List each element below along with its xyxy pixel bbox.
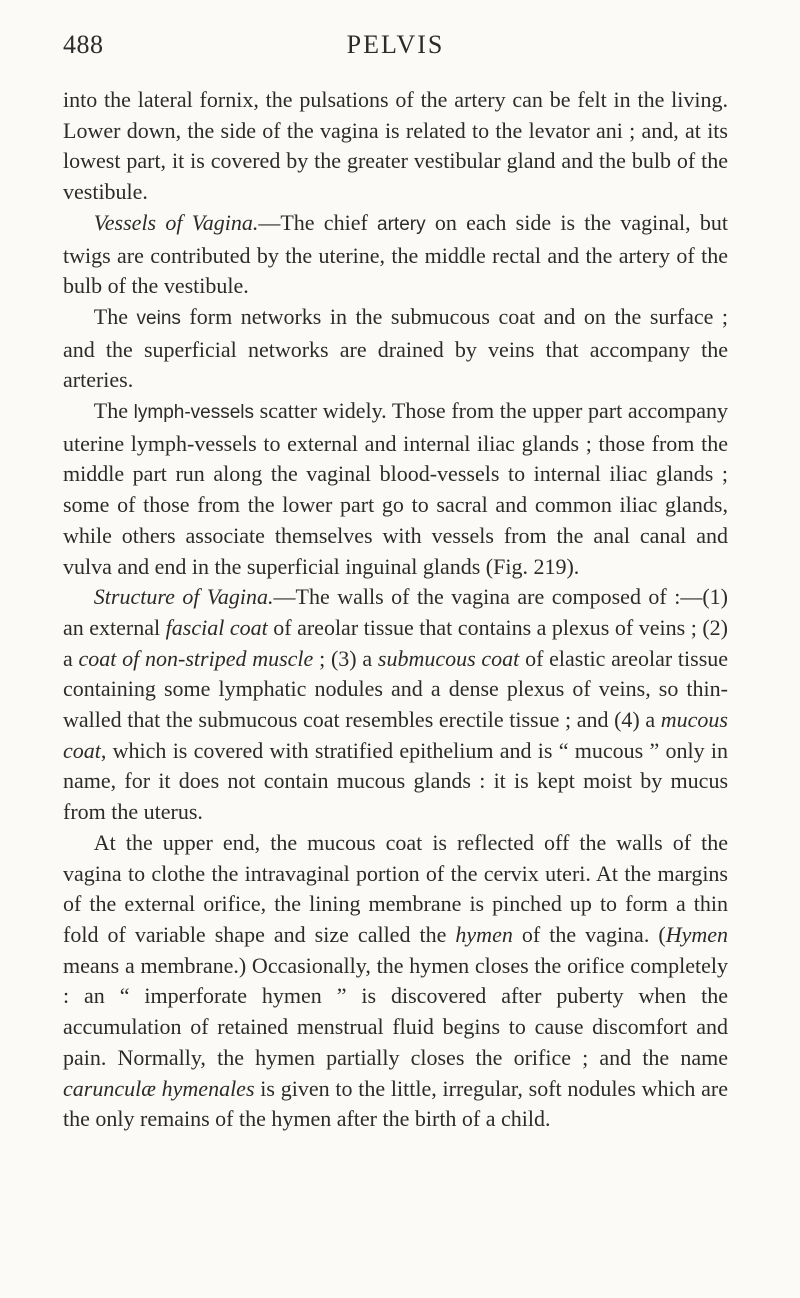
section-heading-vessels: Vessels of Vagina.: [93, 209, 259, 235]
paragraph-text: At the upper end, the mucous coat is reflected off the walls of the vagina to clothe the intravaginal portion of the cervix uteri. At the margins of the external orifice, the lining membrane is pinched up to form a thin fold of variable shape and size called the: [63, 829, 728, 947]
term-hymen-etymology: Hymen: [665, 921, 728, 947]
body-text: [63, 85, 728, 1135]
paragraph-text: of elastic areolar tissue containing some lymphatic nodules and a dense plexus of veins, so thin-walled that the submucous coat resembles erectile tissue ; and (4) a: [63, 645, 729, 733]
paragraph-text: form networks in the submucous coat and on the surface ; and the superficial networks are drained by veins that accompany the arteries.: [63, 303, 729, 393]
paragraph-text: of areolar tissue that contains a plexus of veins ; (2) a: [63, 614, 728, 671]
term-mucous-coat: mucous coat: [63, 707, 728, 763]
paragraph-text: into the lateral fornix, the pulsations of the artery can be felt in the living. Lower down, the side of the vagina is related to the levator ani ; and, at its lowest part, it is covered by the greater vestibular gland and the bulb of the vestibule.: [63, 87, 728, 205]
paragraph-text: scatter widely. Those from the upper part accompany uterine lymph-vessels to external and internal iliac glands ; those from the middle part run along the vaginal blood-vessels to internal iliac glands ; some of those from the lower part go to sacral and common iliac glands, while others associate themselves with vessels from the anal canal and vulva and end in the superficial inguinal glands (Fig. 219).: [63, 398, 729, 579]
paragraph-vessels-of-vagina: [63, 208, 728, 302]
paragraph-text: of the vagina. (: [512, 921, 666, 947]
running-title: PELVIS: [346, 30, 445, 59]
term-lymph-vessels: lymph-vessels: [133, 402, 255, 424]
running-head: [63, 30, 728, 70]
paragraph-text: ; (3) a: [313, 645, 378, 671]
paragraph-text: on each side is the vaginal, but twigs are contributed by the uterine, the middle rectal and the artery of the bulb of the vestibule.: [63, 209, 728, 299]
term-veins: veins: [136, 307, 181, 329]
paragraph-text: means a membrane.) Occasionally, the hymen closes the orifice completely : an “ imperforate hymen ” is discovered after puberty when the accumulation of retained menstrual fluid begins to cause discomfort and pain. Normally, the hymen partially closes the orifice ; and the name: [63, 952, 728, 1070]
term-artery: artery: [377, 213, 426, 235]
term-muscle-coat: coat of non-striped muscle: [78, 645, 314, 671]
term-fascial-coat: fascial coat: [165, 614, 268, 640]
term-hymen: hymen: [455, 921, 513, 947]
paragraph-structure-of-vagina: [63, 582, 728, 828]
paragraph-text: The: [93, 303, 137, 329]
term-submucous-coat: submucous coat: [377, 645, 520, 671]
paragraph-lateral-fornix: [63, 85, 728, 208]
paragraph-hymen: [63, 828, 728, 1135]
section-heading-structure: Structure of Vagina.: [93, 584, 274, 610]
paragraph-veins: [63, 302, 728, 396]
page-number: 488: [63, 30, 104, 59]
term-carunculae-hymenales: carunculæ hymenales: [63, 1075, 255, 1101]
paragraph-text: , which is covered with stratified epithelium and is “ mucous ” only in name, for it does not contain mucous glands : it is kept moist by mucus from the uterus.: [63, 737, 728, 825]
paragraph-text: The: [93, 398, 134, 424]
paragraph-text: is given to the little, irregular, soft nodules which are the only remains of the hymen after the birth of a child.: [63, 1075, 729, 1132]
paragraph-text: —The chief: [258, 209, 378, 235]
paragraph-text: —The walls of the vagina are composed of :—(1) an external: [63, 584, 728, 640]
paragraph-lymph-vessels: [63, 396, 728, 582]
